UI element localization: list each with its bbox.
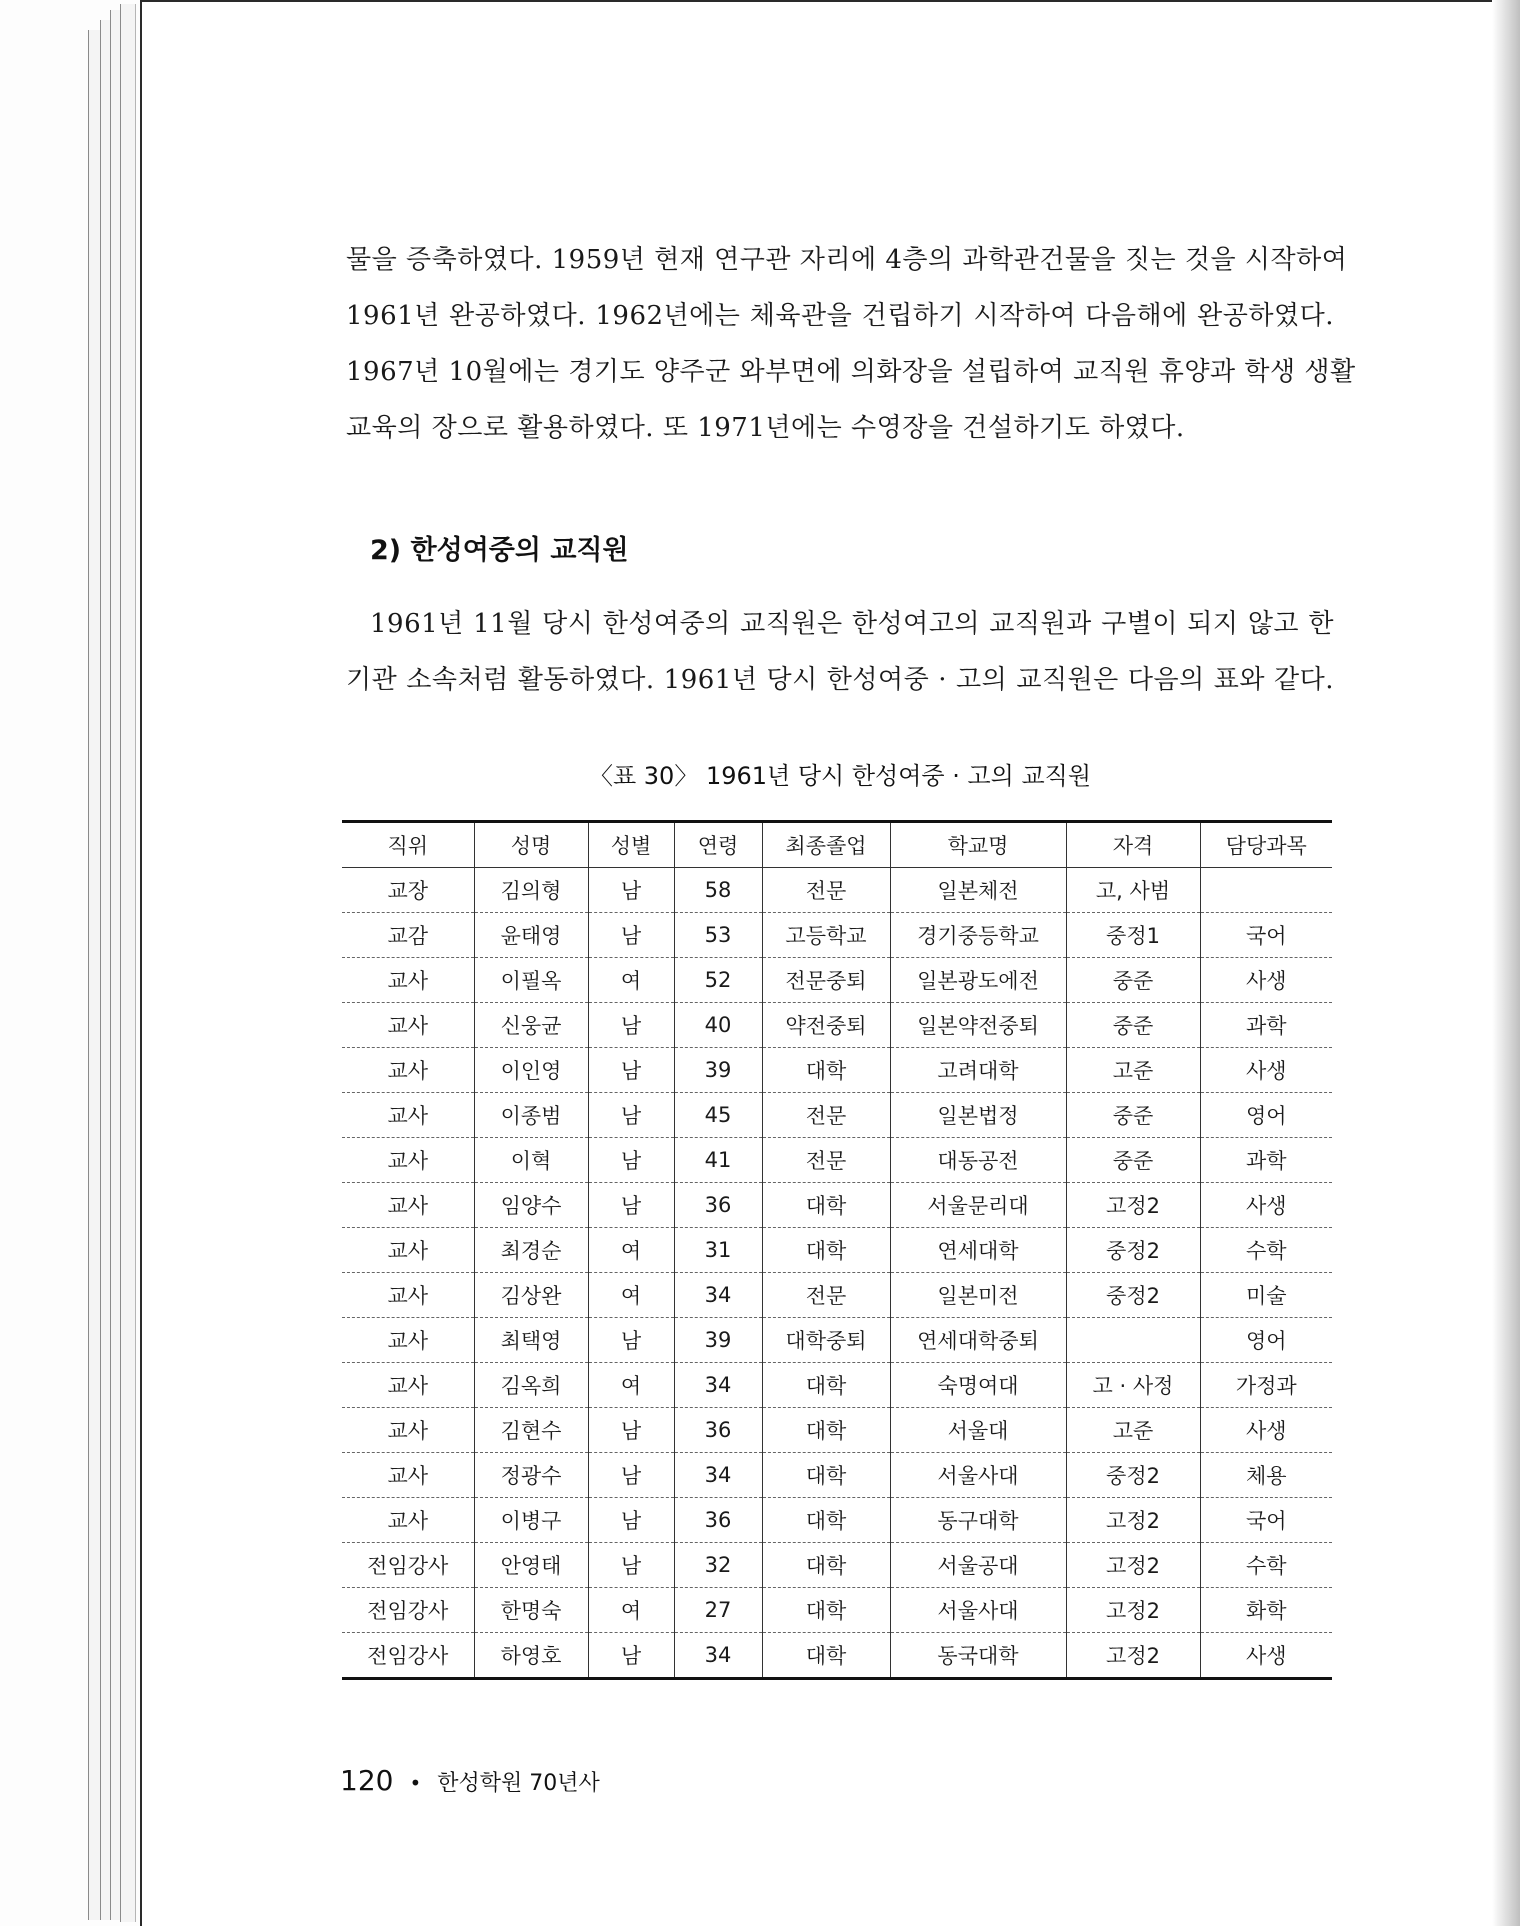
table-cell: 여: [588, 1228, 674, 1273]
table-cell: 대학: [762, 1183, 890, 1228]
body-paragraph-1: [346, 232, 1356, 456]
table-cell: 고준: [1066, 1408, 1200, 1453]
table-row: [342, 1138, 1332, 1183]
table-cell: 숙명여대: [890, 1363, 1066, 1408]
table-cell: 전문: [762, 1273, 890, 1318]
table-cell: 36: [674, 1498, 762, 1543]
column-header: 성명: [474, 822, 588, 868]
table-cell: 교사: [342, 1453, 474, 1498]
table-cell: 남: [588, 1318, 674, 1363]
table-cell: 사생: [1200, 1633, 1332, 1679]
table-cell: 고등학교: [762, 913, 890, 958]
table-cell: 일본광도에전: [890, 958, 1066, 1003]
table-cell: 하영호: [474, 1633, 588, 1679]
table-cell: 남: [588, 1183, 674, 1228]
table-row: [342, 1318, 1332, 1363]
table-cell: 여: [588, 1588, 674, 1633]
table-cell: 고, 사범: [1066, 868, 1200, 913]
table-cell: 34: [674, 1273, 762, 1318]
table-cell: 남: [588, 1093, 674, 1138]
table-cell: 교사: [342, 1408, 474, 1453]
table-cell: 이혁: [474, 1138, 588, 1183]
table-cell: 교감: [342, 913, 474, 958]
table-cell: 김의형: [474, 868, 588, 913]
table-cell: 영어: [1200, 1318, 1332, 1363]
table-cell: 중정2: [1066, 1273, 1200, 1318]
table-cell: 사생: [1200, 1183, 1332, 1228]
table-cell: 중정1: [1066, 913, 1200, 958]
page-footer: [340, 1764, 600, 1797]
table-cell: 윤태영: [474, 913, 588, 958]
section-title: 2) 한성여중의 교직원: [370, 535, 629, 566]
table-cell: 대학: [762, 1048, 890, 1093]
paragraph-line: 1961년 11월 당시 한성여중의 교직원은 한성여고의 교직원과 구별이 되지 않고 한: [370, 609, 1334, 639]
table-cell: 교사: [342, 1138, 474, 1183]
table-row: [342, 1183, 1332, 1228]
table-cell: 40: [674, 1003, 762, 1048]
column-header: 자격: [1066, 822, 1200, 868]
bullet-separator: •: [409, 1771, 422, 1795]
table-cell: 전임강사: [342, 1543, 474, 1588]
table-cell: 남: [588, 913, 674, 958]
table-cell: 일본약전중퇴: [890, 1003, 1066, 1048]
table-cell: 대학: [762, 1633, 890, 1679]
table-row: [342, 1363, 1332, 1408]
table-row: [342, 1633, 1332, 1679]
table-cell: 교장: [342, 868, 474, 913]
page-edge: [120, 4, 136, 1922]
table-row: [342, 913, 1332, 958]
table-cell: 남: [588, 1498, 674, 1543]
table-cell: 경기중등학교: [890, 913, 1066, 958]
book-title: 한성학원 70년사: [437, 1771, 600, 1796]
table-cell: 34: [674, 1363, 762, 1408]
table-cell: 사생: [1200, 958, 1332, 1003]
paragraph-line: 기관 소속처럼 활동하였다. 1961년 당시 한성여중 · 고의 교직원은 다음의 표와 같다.: [346, 665, 1334, 695]
table-cell: 남: [588, 1048, 674, 1093]
table-cell: 안영태: [474, 1543, 588, 1588]
table-cell: 고정2: [1066, 1183, 1200, 1228]
table-row: [342, 1093, 1332, 1138]
table-cell: 대학: [762, 1543, 890, 1588]
table-cell: 교사: [342, 1228, 474, 1273]
body-paragraph-2: [346, 596, 1334, 708]
table-cell: 최경순: [474, 1228, 588, 1273]
table-cell: 과학: [1200, 1003, 1332, 1048]
page-number: 120: [340, 1764, 394, 1797]
column-header: 연령: [674, 822, 762, 868]
table-cell: 32: [674, 1543, 762, 1588]
table-cell: 교사: [342, 1273, 474, 1318]
table-cell: 교사: [342, 1093, 474, 1138]
table-cell: 남: [588, 1633, 674, 1679]
table-cell: 체용: [1200, 1453, 1332, 1498]
table-cell: 사생: [1200, 1048, 1332, 1093]
table-cell: 36: [674, 1183, 762, 1228]
table-cell: 41: [674, 1138, 762, 1183]
table-cell: 전임강사: [342, 1588, 474, 1633]
table-cell: 고준: [1066, 1048, 1200, 1093]
table-cell: 김현수: [474, 1408, 588, 1453]
table-cell: 교사: [342, 1318, 474, 1363]
table-cell: 여: [588, 1273, 674, 1318]
table-cell: 대학: [762, 1363, 890, 1408]
table-header-row: [342, 822, 1332, 868]
column-header: 직위: [342, 822, 474, 868]
table-row: [342, 1048, 1332, 1093]
column-header: 최종졸업: [762, 822, 890, 868]
table-cell: 수학: [1200, 1228, 1332, 1273]
table-cell: 고 · 사정: [1066, 1363, 1200, 1408]
table-cell: 고정2: [1066, 1543, 1200, 1588]
table-cell: 중준: [1066, 958, 1200, 1003]
table-cell: 중정2: [1066, 1228, 1200, 1273]
table-cell: 고정2: [1066, 1498, 1200, 1543]
table-cell: 중준: [1066, 1093, 1200, 1138]
table-cell: 동구대학: [890, 1498, 1066, 1543]
table-cell: 45: [674, 1093, 762, 1138]
table-cell: 36: [674, 1408, 762, 1453]
table-cell: 고려대학: [890, 1048, 1066, 1093]
table-cell: [1200, 868, 1332, 913]
table-cell: 34: [674, 1453, 762, 1498]
table-cell: 서울대: [890, 1408, 1066, 1453]
table-cell: 가정과: [1200, 1363, 1332, 1408]
table-row: [342, 958, 1332, 1003]
table-cell: 31: [674, 1228, 762, 1273]
table-cell: 중준: [1066, 1138, 1200, 1183]
paragraph-line: 1961년 완공하였다. 1962년에는 체육관을 건립하기 시작하여 다음해에 완공하였다.: [346, 301, 1334, 331]
table-cell: 최택영: [474, 1318, 588, 1363]
table-cell: 대학: [762, 1453, 890, 1498]
table-cell: 39: [674, 1048, 762, 1093]
table-body: [342, 868, 1332, 1679]
table-cell: 신웅균: [474, 1003, 588, 1048]
table-cell: 김옥희: [474, 1363, 588, 1408]
table-cell: 교사: [342, 1363, 474, 1408]
page-shadow: [1492, 0, 1520, 1926]
table-cell: 약전중퇴: [762, 1003, 890, 1048]
table-cell: 대학: [762, 1498, 890, 1543]
table-cell: 교사: [342, 1048, 474, 1093]
table-cell: 일본법정: [890, 1093, 1066, 1138]
table-cell: 고정2: [1066, 1633, 1200, 1679]
table-cell: 남: [588, 1138, 674, 1183]
table-row: [342, 1408, 1332, 1453]
table-cell: 전임강사: [342, 1633, 474, 1679]
table-cell: 대학: [762, 1408, 890, 1453]
table-cell: 53: [674, 913, 762, 958]
paragraph-line: 물을 증축하였다. 1959년 현재 연구관 자리에 4층의 과학관건물을 짓는 것을 시작하여: [346, 245, 1348, 275]
table-cell: 고정2: [1066, 1588, 1200, 1633]
table-cell: 이필옥: [474, 958, 588, 1003]
table-cell: 58: [674, 868, 762, 913]
column-header: 성별: [588, 822, 674, 868]
table-cell: 서울공대: [890, 1543, 1066, 1588]
table-row: [342, 1498, 1332, 1543]
table-cell: 여: [588, 958, 674, 1003]
table-cell: 사생: [1200, 1408, 1332, 1453]
table-cell: 국어: [1200, 1498, 1332, 1543]
table-cell: 교사: [342, 1003, 474, 1048]
table-cell: 남: [588, 1543, 674, 1588]
table-cell: 전문: [762, 868, 890, 913]
table-cell: 일본미전: [890, 1273, 1066, 1318]
table-cell: 수학: [1200, 1543, 1332, 1588]
table-cell: 교사: [342, 1183, 474, 1228]
table-cell: 교사: [342, 958, 474, 1003]
table-cell: 중정2: [1066, 1453, 1200, 1498]
table-cell: 남: [588, 1003, 674, 1048]
table-cell: 남: [588, 868, 674, 913]
table-row: [342, 1273, 1332, 1318]
column-header: 담당과목: [1200, 822, 1332, 868]
table-cell: 대동공전: [890, 1138, 1066, 1183]
staff-table: [342, 820, 1332, 1680]
table-cell: 동국대학: [890, 1633, 1066, 1679]
table-cell: 남: [588, 1453, 674, 1498]
table-cell: 미술: [1200, 1273, 1332, 1318]
table-cell: 연세대학: [890, 1228, 1066, 1273]
table-cell: 남: [588, 1408, 674, 1453]
table-cell: 여: [588, 1363, 674, 1408]
table-caption: 〈표 30〉 1961년 당시 한성여중 · 고의 교직원: [588, 762, 1092, 790]
table-cell: 서울사대: [890, 1588, 1066, 1633]
table-cell: 39: [674, 1318, 762, 1363]
table-cell: 대학: [762, 1228, 890, 1273]
table-cell: 전문중퇴: [762, 958, 890, 1003]
table-row: [342, 1228, 1332, 1273]
table-cell: 대학중퇴: [762, 1318, 890, 1363]
table-cell: 대학: [762, 1588, 890, 1633]
column-header: 학교명: [890, 822, 1066, 868]
table-cell: 한명숙: [474, 1588, 588, 1633]
table-row: [342, 868, 1332, 913]
table-row: [342, 1543, 1332, 1588]
table-cell: 서울사대: [890, 1453, 1066, 1498]
table-cell: 연세대학중퇴: [890, 1318, 1066, 1363]
table-cell: 정광수: [474, 1453, 588, 1498]
table-cell: 임양수: [474, 1183, 588, 1228]
table-cell: 34: [674, 1633, 762, 1679]
table-cell: 전문: [762, 1138, 890, 1183]
table-cell: 과학: [1200, 1138, 1332, 1183]
table-cell: 전문: [762, 1093, 890, 1138]
table-cell: 일본체전: [890, 868, 1066, 913]
table-row: [342, 1588, 1332, 1633]
table-cell: 이병구: [474, 1498, 588, 1543]
paragraph-line: 교육의 장으로 활용하였다. 또 1971년에는 수영장을 건설하기도 하였다.: [346, 413, 1185, 443]
table-cell: 서울문리대: [890, 1183, 1066, 1228]
table-cell: 국어: [1200, 913, 1332, 958]
table-cell: 중준: [1066, 1003, 1200, 1048]
table-cell: [1066, 1318, 1200, 1363]
table-cell: 52: [674, 958, 762, 1003]
paragraph-line: 1967년 10월에는 경기도 양주군 와부면에 의화장을 설립하여 교직원 휴양과 학생 생활: [346, 357, 1356, 387]
table-cell: 27: [674, 1588, 762, 1633]
table-cell: 김상완: [474, 1273, 588, 1318]
table-cell: 영어: [1200, 1093, 1332, 1138]
table-row: [342, 1003, 1332, 1048]
table-cell: 화학: [1200, 1588, 1332, 1633]
table-cell: 이종범: [474, 1093, 588, 1138]
table-cell: 교사: [342, 1498, 474, 1543]
table-cell: 이인영: [474, 1048, 588, 1093]
table-row: [342, 1453, 1332, 1498]
